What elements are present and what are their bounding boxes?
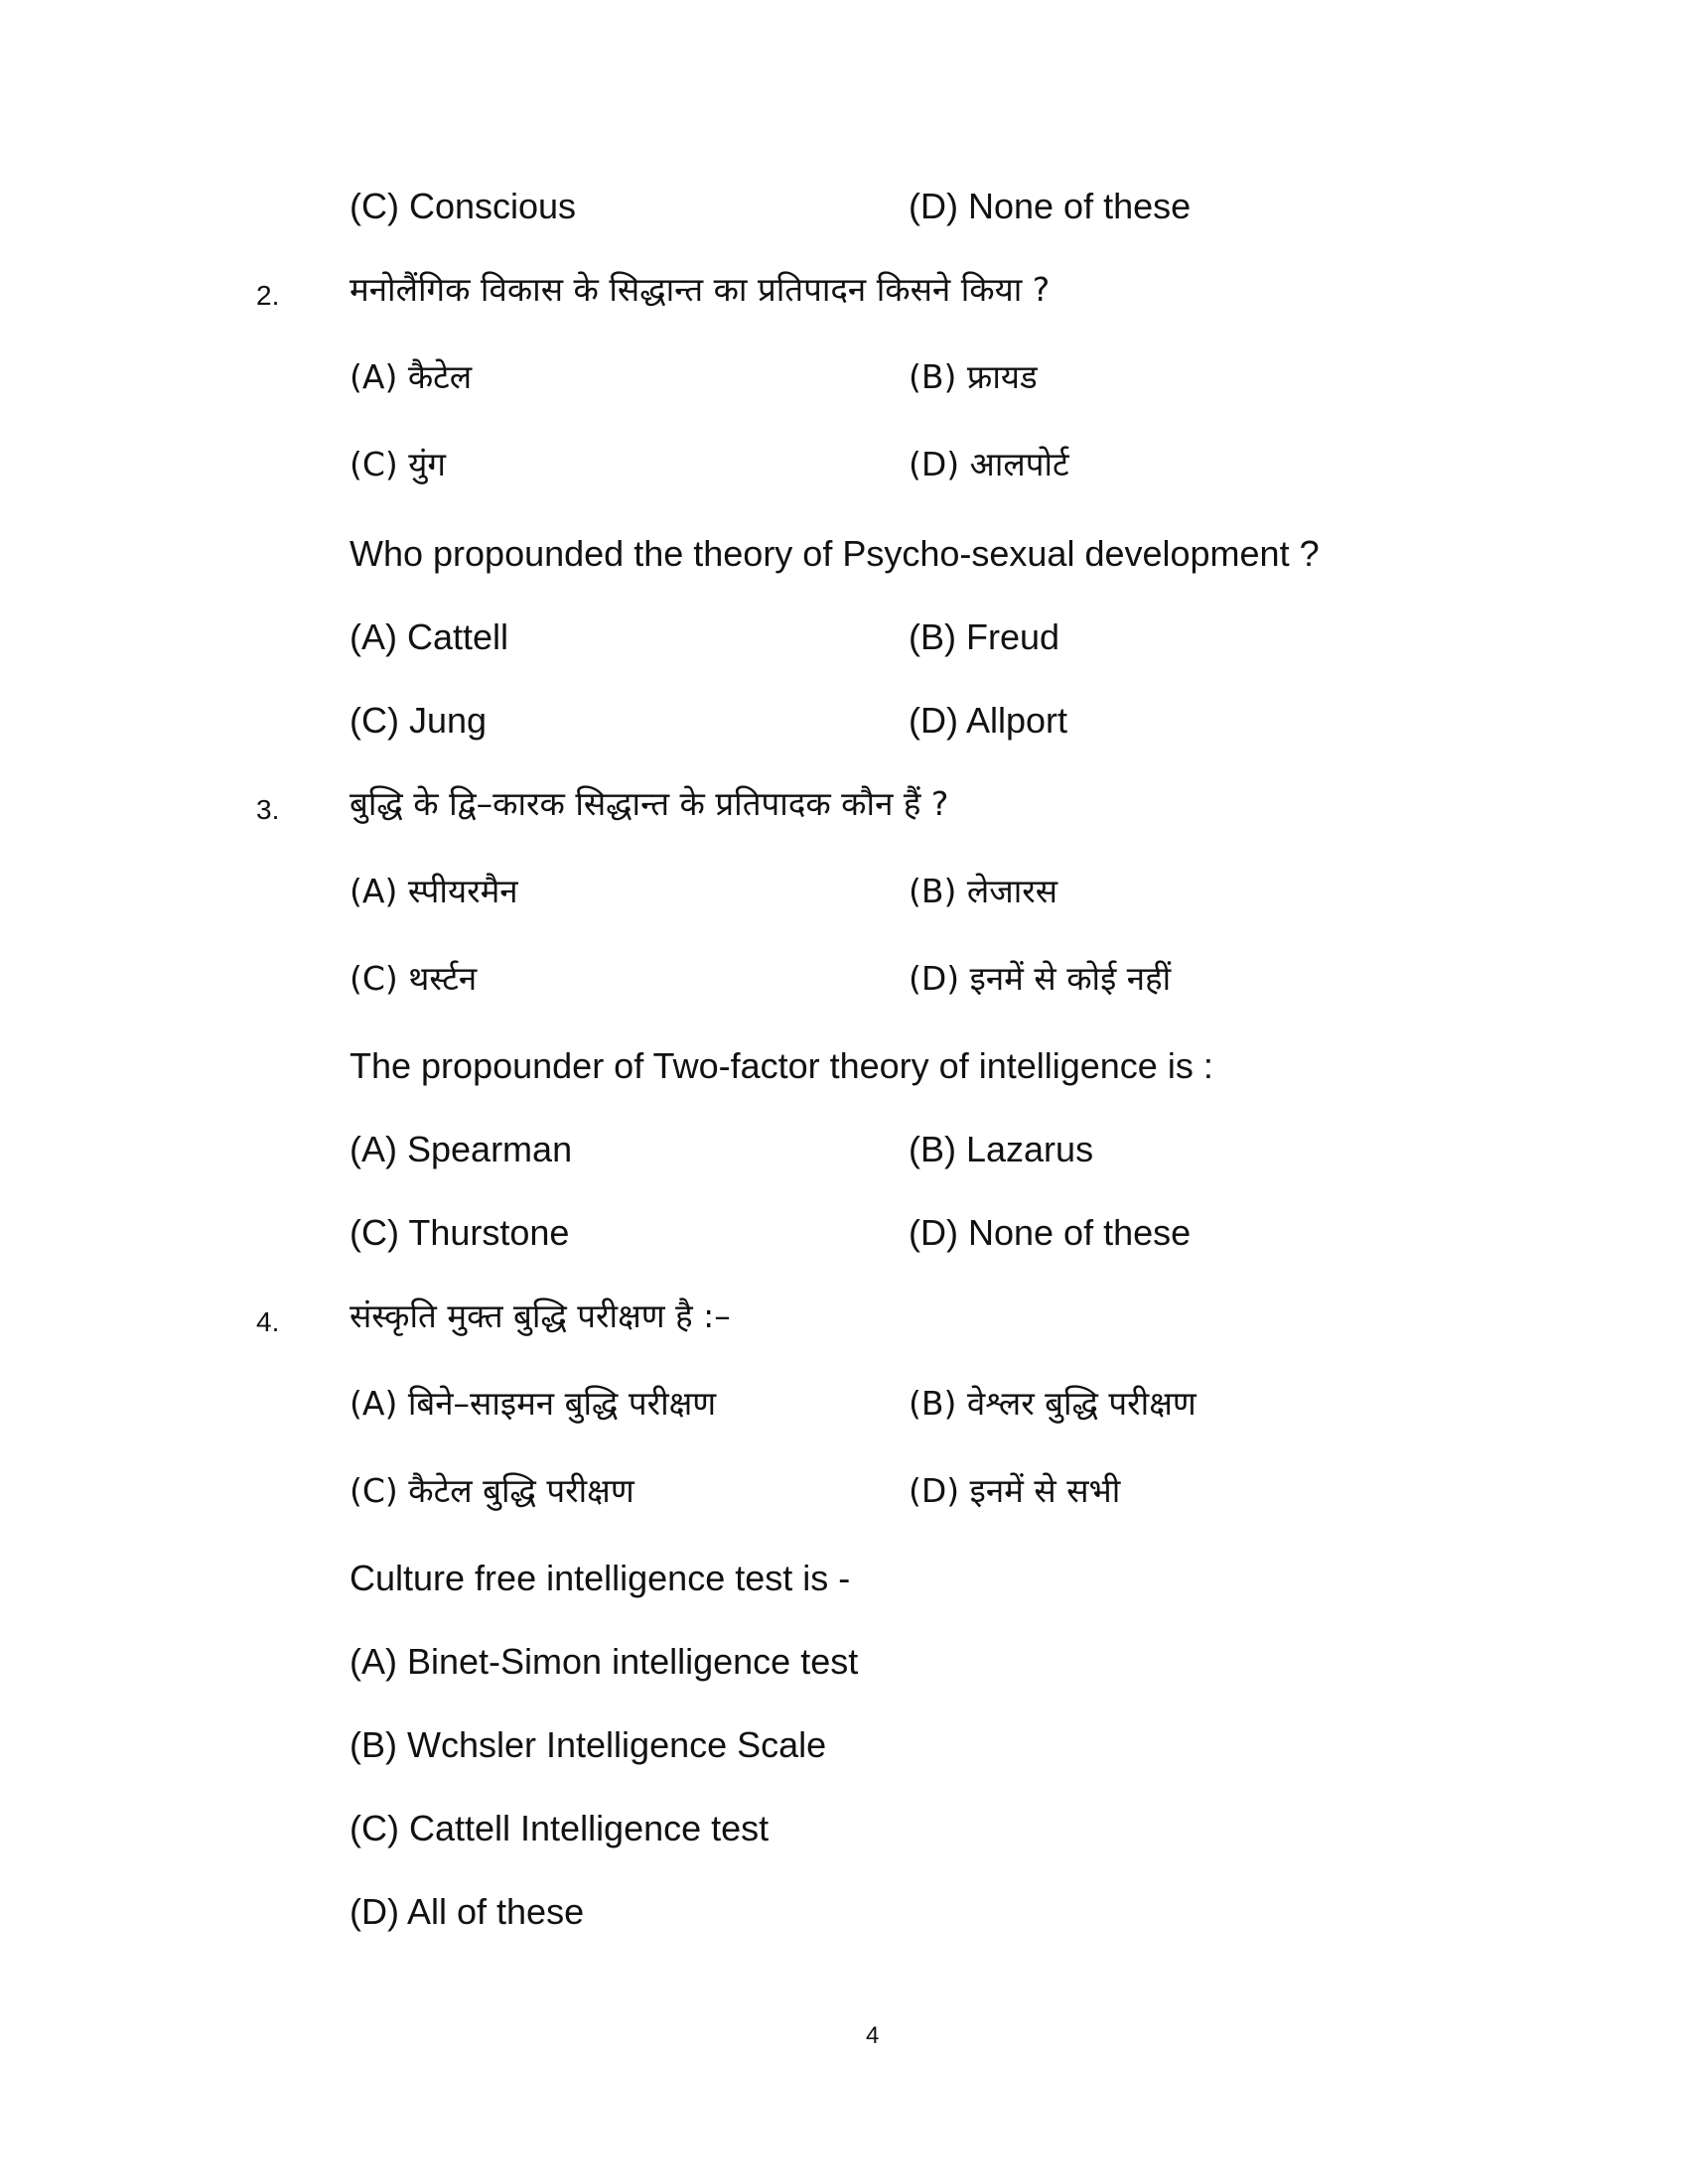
q3-english-option-d: (D) None of these (909, 1212, 1192, 1253)
q2-english-option-c: (C) Jung (350, 700, 488, 741)
q4-number: 4. (256, 1306, 280, 1337)
q2-hindi-option-b: (B) फ्रायड (909, 357, 1038, 396)
q3-english-option-c: (C) Thurstone (350, 1212, 570, 1253)
q4-english-option-a: (A) Binet-Simon intelligence test (350, 1641, 859, 1682)
q2-hindi-question: मनोलैंगिक विकास के सिद्धान्त का प्रतिपादन किसने किया ? (350, 270, 1051, 309)
q4-english-question: Culture free intelligence test is - (350, 1558, 851, 1598)
q1-option-c: (C) Conscious (350, 186, 577, 226)
q2-number: 2. (256, 280, 280, 311)
q3-hindi-question: बुद्धि के द्वि–कारक सिद्धान्त के प्रतिपादक कौन हैं ? (350, 784, 949, 823)
q2-hindi-option-d: (D) आलपोर्ट (909, 445, 1069, 483)
q4-english-option-d: (D) All of these (350, 1891, 585, 1932)
q3-english-option-b: (B) Lazarus (909, 1129, 1094, 1169)
page-number: 4 (866, 2022, 880, 2049)
q3-hindi-option-a: (A) स्पीयरमैन (350, 872, 518, 910)
q2-english-option-a: (A) Cattell (350, 616, 509, 657)
q2-english-option-b: (B) Freud (909, 616, 1060, 657)
q3-number: 3. (256, 794, 280, 825)
q4-english-option-b: (B) Wchsler Intelligence Scale (350, 1724, 827, 1765)
q3-hindi-option-d: (D) इनमें से कोई नहीं (909, 959, 1172, 998)
q3-hindi-option-b: (B) लेजारस (909, 872, 1058, 910)
q4-hindi-option-d: (D) इनमें से सभी (909, 1471, 1121, 1510)
q3-english-question: The propounder of Two-factor theory of intelligence is : (350, 1045, 1213, 1086)
q2-english-question: Who propounded the theory of Psycho-sexual development ? (350, 533, 1320, 574)
q4-hindi-option-b: (B) वेश्लर बुद्धि परीक्षण (909, 1384, 1196, 1423)
q3-hindi-option-c: (C) थर्स्टन (350, 959, 478, 998)
q4-hindi-option-a: (A) बिने–साइमन बुद्धि परीक्षण (350, 1384, 717, 1423)
q2-english-option-d: (D) Allport (909, 700, 1068, 741)
q4-hindi-question: संस्कृति मुक्त बुद्धि परीक्षण है :– (350, 1297, 731, 1335)
q4-hindi-option-c: (C) कैटेल बुद्धि परीक्षण (350, 1471, 634, 1510)
q3-english-option-a: (A) Spearman (350, 1129, 573, 1169)
q1-option-d: (D) None of these (909, 186, 1192, 226)
q2-hindi-option-c: (C) युंग (350, 445, 446, 483)
q2-hindi-option-a: (A) कैटेल (350, 357, 473, 396)
q4-english-option-c: (C) Cattell Intelligence test (350, 1808, 770, 1848)
